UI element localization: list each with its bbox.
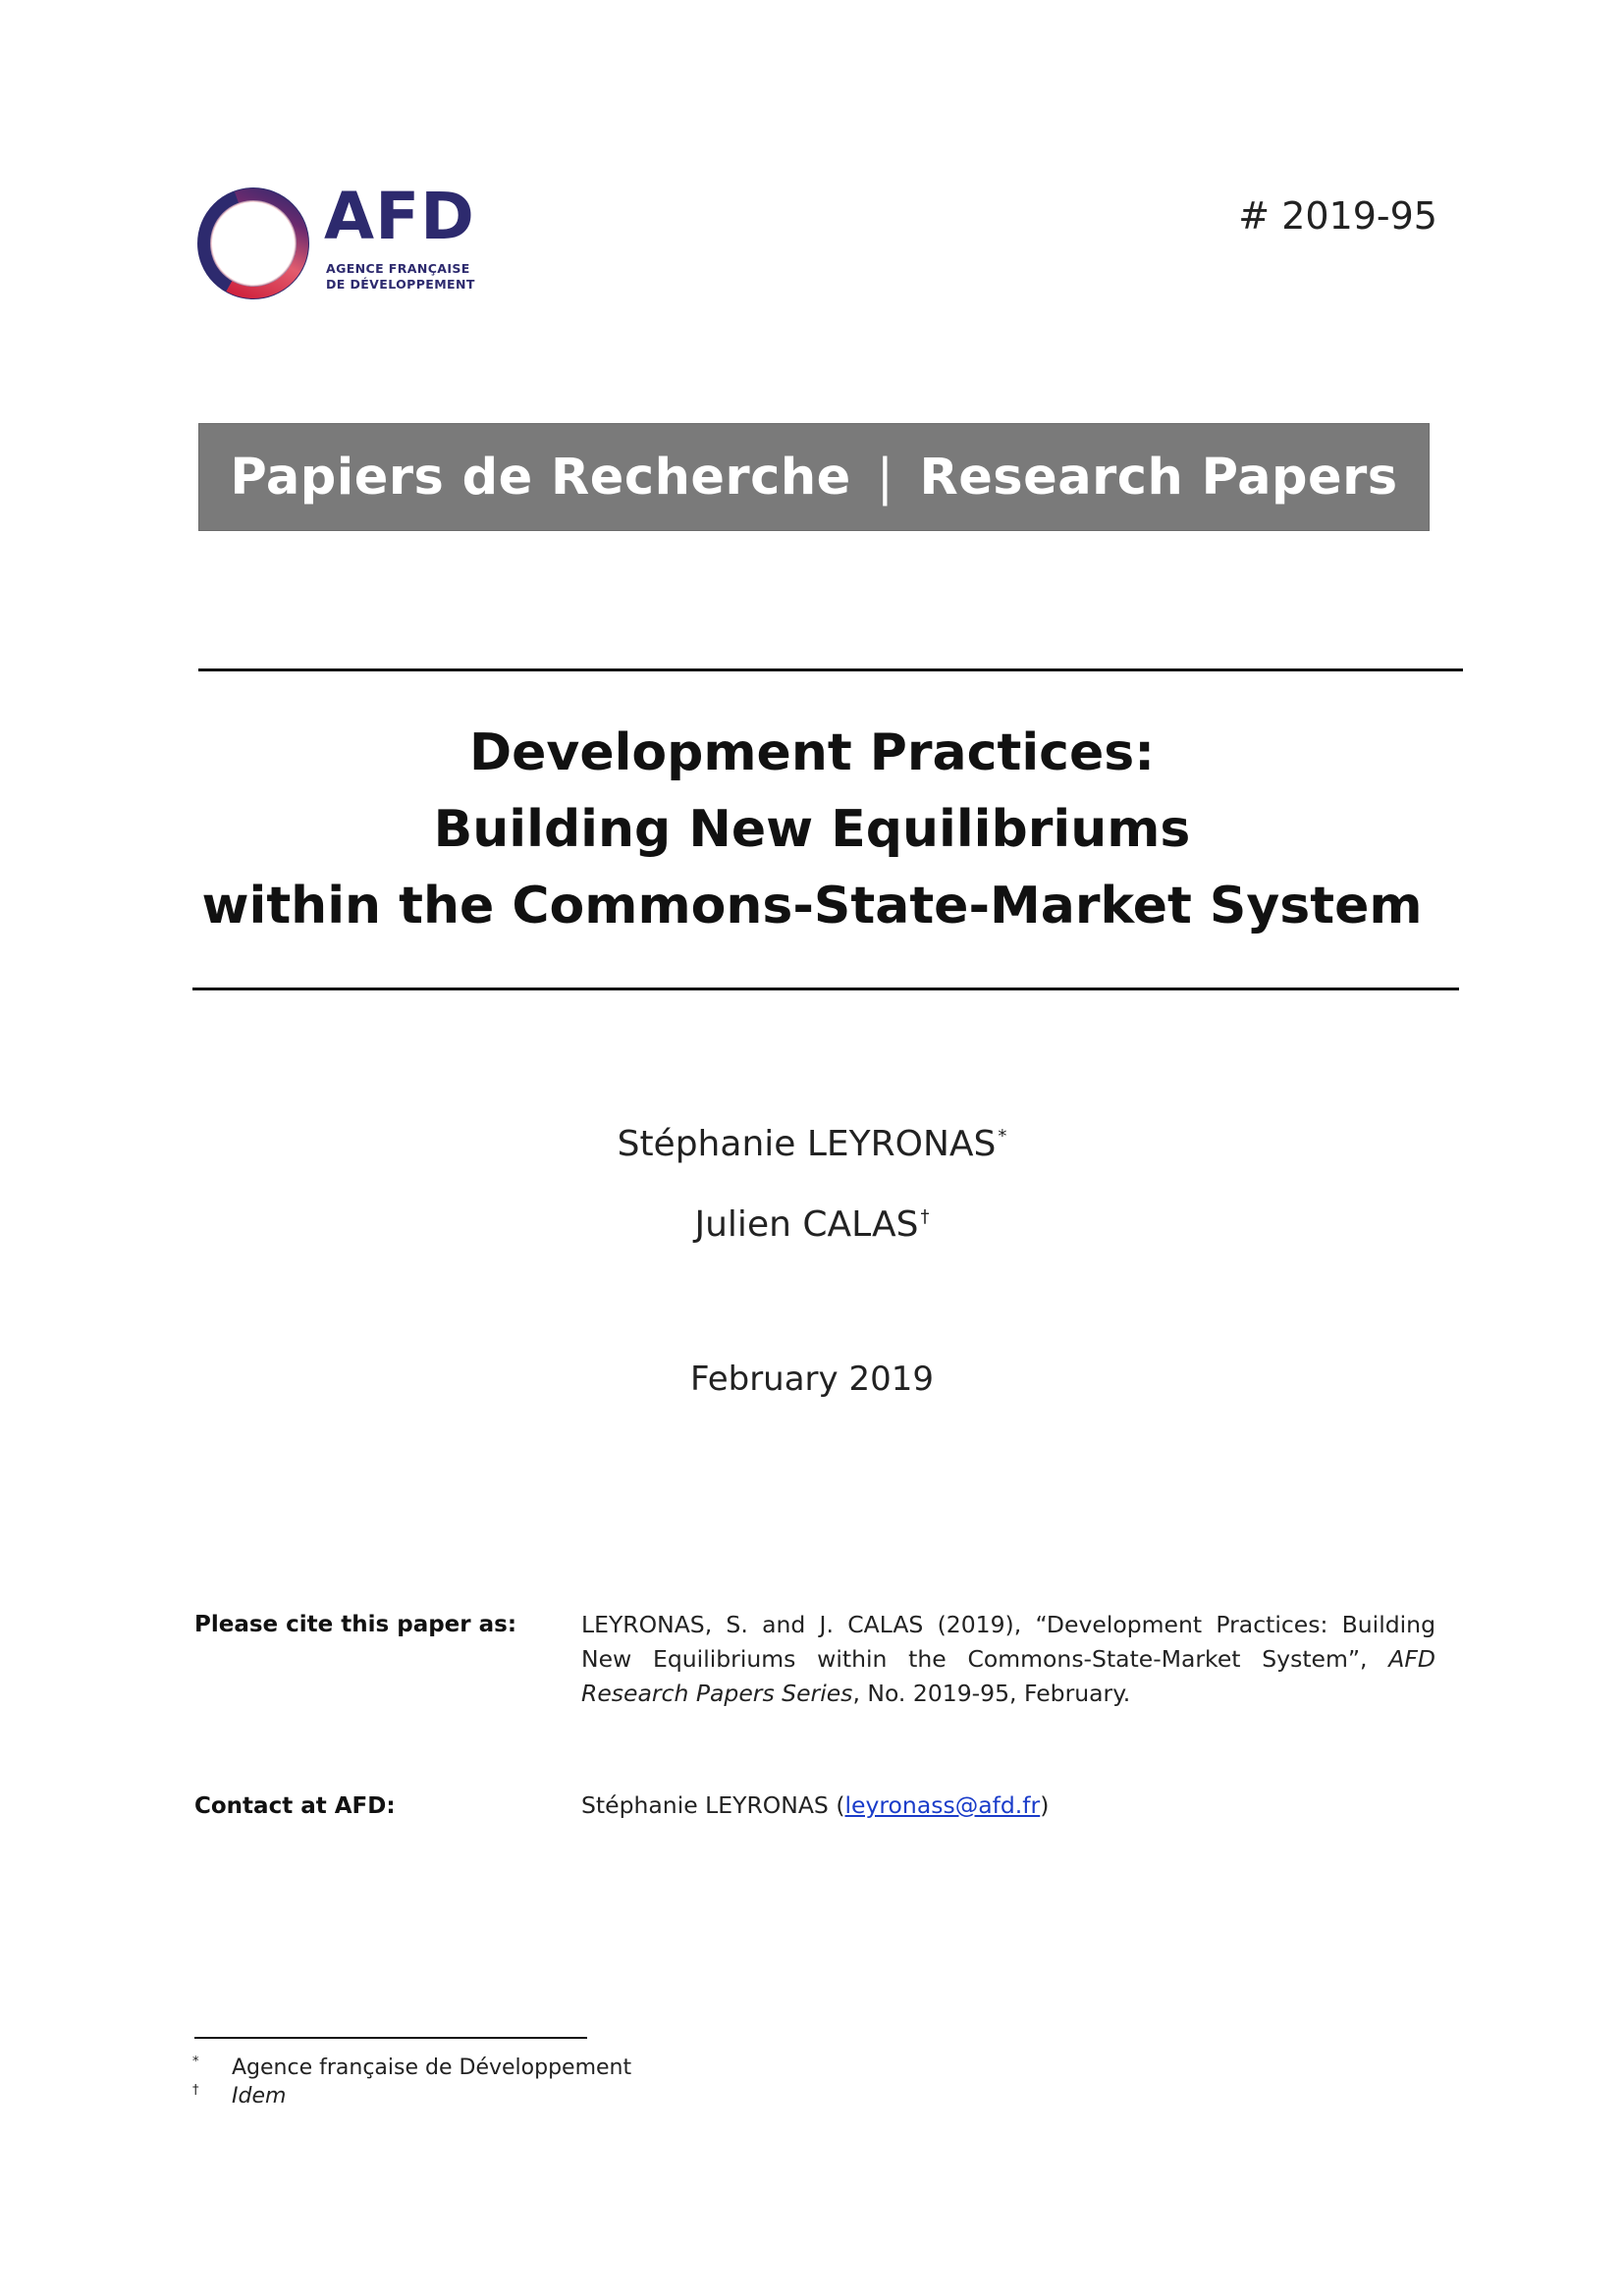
footnote-mark: * [998,1126,1007,1147]
title-line: Development Practices: [469,723,1155,782]
footnote-text: Idem [232,2084,287,2109]
title-line: Building New Equilibriums [433,800,1191,859]
title-rule-bottom [192,988,1459,990]
series-name-en: Research Papers [919,448,1398,507]
series-name-fr: Papiers de Recherche [230,448,851,507]
citation-segment: , No. 2019-95, February. [852,1680,1131,1707]
author [0,1204,1624,1245]
citation-segment-italic: Research Papers Series [581,1680,853,1707]
series-banner [198,423,1430,531]
citation-line [581,1677,1435,1711]
citation-line [581,1642,1435,1677]
afd-logo [192,179,477,304]
logo-wordmark: AFD [324,179,475,254]
title-rule-top [198,668,1463,671]
footnote-mark: † [192,2083,199,2098]
contact-label: Contact at AFD: [194,1793,396,1819]
contact-name: Stéphanie LEYRONAS [581,1791,829,1819]
contact-email-link[interactable]: leyronass@afd.fr [844,1791,1041,1819]
footnote-mark: * [192,2055,199,2069]
citation-label: Please cite this paper as: [194,1612,517,1637]
footnote [192,2083,286,2109]
footnote-rule [194,2037,587,2039]
paper-title [196,715,1428,944]
contact-text [581,1791,1049,1819]
footnote-text: Agence française de Développement [232,2056,632,2080]
afd-ring-icon [192,183,314,304]
title-line: within the Commons-State-Market System [201,877,1423,935]
publication-date: February 2019 [690,1360,934,1399]
paper-number: # 2019-95 [1238,194,1437,238]
contact-paren-close: ) [1040,1791,1050,1819]
author-name: Stéphanie LEYRONAS [617,1124,997,1164]
footnote-mark: † [920,1206,930,1227]
footnote [192,2055,631,2080]
logo-subline: DE DÉVELOPPEMENT [326,277,475,292]
author-name: Julien CALAS [694,1204,919,1245]
citation-text [581,1608,1435,1711]
citation-segment: New Equilibriums within the Commons-State-Market System”, [581,1645,1368,1673]
author [0,1124,1624,1164]
contact-paren-open: ( [836,1791,845,1819]
series-separator: | [876,448,894,507]
citation-line: LEYRONAS, S. and J. CALAS (2019), “Development Practices: Building [581,1611,1435,1638]
citation-segment-italic: AFD [1388,1645,1435,1673]
logo-subline: AGENCE FRANÇAISE [326,261,470,276]
